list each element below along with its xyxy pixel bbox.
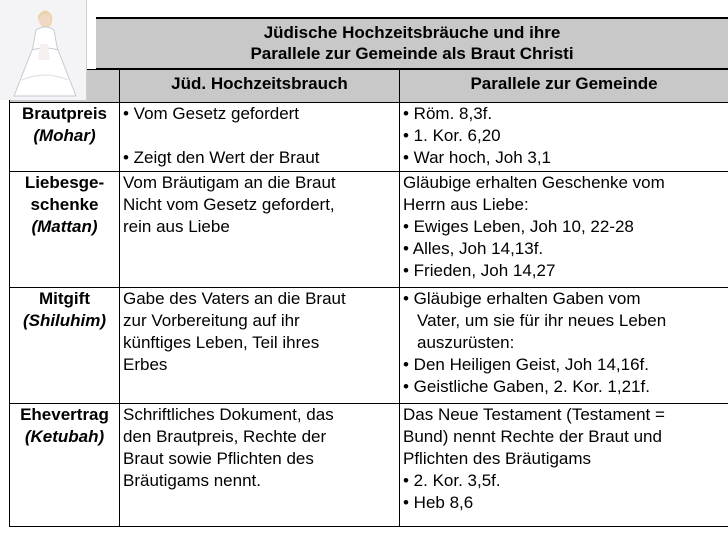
- brauch-cell: [120, 172, 400, 288]
- table-row: [10, 103, 728, 172]
- brauch-line: rein aus Liebe: [123, 217, 230, 236]
- parallele-line: • Alles, Joh 14,13f.: [403, 239, 544, 258]
- brauch-line: den Brautpreis, Rechte der: [123, 427, 327, 446]
- header-hochzeitsbrauch: Jüd. Hochzeitsbrauch: [120, 70, 400, 103]
- brauch-line: [123, 125, 396, 147]
- bride-photo: [0, 0, 87, 100]
- parallele-cell: [400, 288, 728, 404]
- table-header-row: [10, 70, 728, 103]
- parallele-line: Gläubige erhalten Geschenke vom: [403, 173, 665, 192]
- parallele-line: • 2. Kor. 3,5f.: [403, 471, 501, 490]
- parallele-line: Pflichten des Bräutigams: [403, 449, 592, 468]
- term: Mitgift: [39, 289, 90, 308]
- term: Liebesge-: [24, 173, 105, 192]
- parallele-line: • Geistliche Gaben, 2. Kor. 1,21f.: [403, 377, 650, 396]
- brauch-line: Braut sowie Pflichten des: [123, 449, 314, 468]
- brauch-cell: [120, 404, 400, 527]
- brauch-line: Bräutigams nennt.: [123, 471, 261, 490]
- hebrew-term: (Mohar): [33, 126, 96, 145]
- parallele-line: • Gläubige erhalten Gaben vom: [403, 289, 641, 308]
- parallele-line: • Frieden, Joh 14,27: [403, 261, 556, 280]
- brauch-line: Schriftliches Dokument, das: [123, 405, 334, 424]
- parallele-line: • Heb 8,6: [403, 493, 474, 512]
- brauch-line: • Zeigt den Wert der Braut: [123, 148, 320, 167]
- brauch-line: Gabe des Vaters an die Braut: [123, 289, 346, 308]
- parallele-line: • War hoch, Joh 3,1: [403, 148, 552, 167]
- term: Brautpreis: [21, 104, 108, 123]
- parallele-line: Bund) nennt Rechte der Braut und: [403, 427, 662, 446]
- parallele-line: auszurüsten:: [417, 333, 515, 352]
- parallele-line: • Röm. 8,3f.: [403, 104, 493, 123]
- table-row: [10, 288, 728, 404]
- parallele-line: • Ewiges Leben, Joh 10, 22-28: [403, 217, 634, 236]
- brauch-line: künftiges Leben, Teil ihres: [123, 333, 320, 352]
- brauch-cell: [120, 288, 400, 404]
- term: Ehevertrag: [20, 405, 109, 424]
- parallele-cell: [400, 103, 728, 172]
- title-line-2: Parallele zur Gemeinde als Braut Christi: [250, 44, 574, 63]
- brauch-line: zur Vorbereitung auf ihr: [123, 311, 300, 330]
- customs-table: [9, 69, 728, 527]
- table-title: [96, 17, 728, 69]
- hebrew-term: (Ketubah): [24, 427, 105, 446]
- parallele-line: Vater, um sie für ihr neues Leben: [417, 311, 667, 330]
- hebrew-term: (Mattan): [31, 217, 98, 236]
- bride-icon: [0, 0, 86, 100]
- brauch-line: • Vom Gesetz gefordert: [123, 104, 300, 123]
- parallele-line: • Den Heiligen Geist, Joh 14,16f.: [403, 355, 649, 374]
- row-term-cell: [10, 103, 120, 172]
- header-parallele: Parallele zur Gemeinde: [400, 70, 728, 103]
- hebrew-term: (Shiluhim): [22, 311, 107, 330]
- brauch-line: Nicht vom Gesetz gefordert,: [123, 195, 335, 214]
- row-term-cell: [10, 288, 120, 404]
- row-term-cell: [10, 404, 120, 527]
- parallele-line: • 1. Kor. 6,20: [403, 126, 501, 145]
- table-row: [10, 172, 728, 288]
- brauch-cell: [120, 103, 400, 172]
- brauch-line: Vom Bräutigam an die Braut: [123, 173, 336, 192]
- parallele-line: Das Neue Testament (Testament =: [403, 405, 665, 424]
- row-term-cell: [10, 172, 120, 288]
- title-line-1: Jüdische Hochzeitsbräuche und ihre: [263, 23, 561, 42]
- parallele-line: Herrn aus Liebe:: [403, 195, 529, 214]
- table-row: [10, 404, 728, 527]
- parallele-cell: [400, 172, 728, 288]
- brauch-line: Erbes: [123, 355, 168, 374]
- parallele-cell: [400, 404, 728, 527]
- term-continued: schenke: [30, 195, 99, 214]
